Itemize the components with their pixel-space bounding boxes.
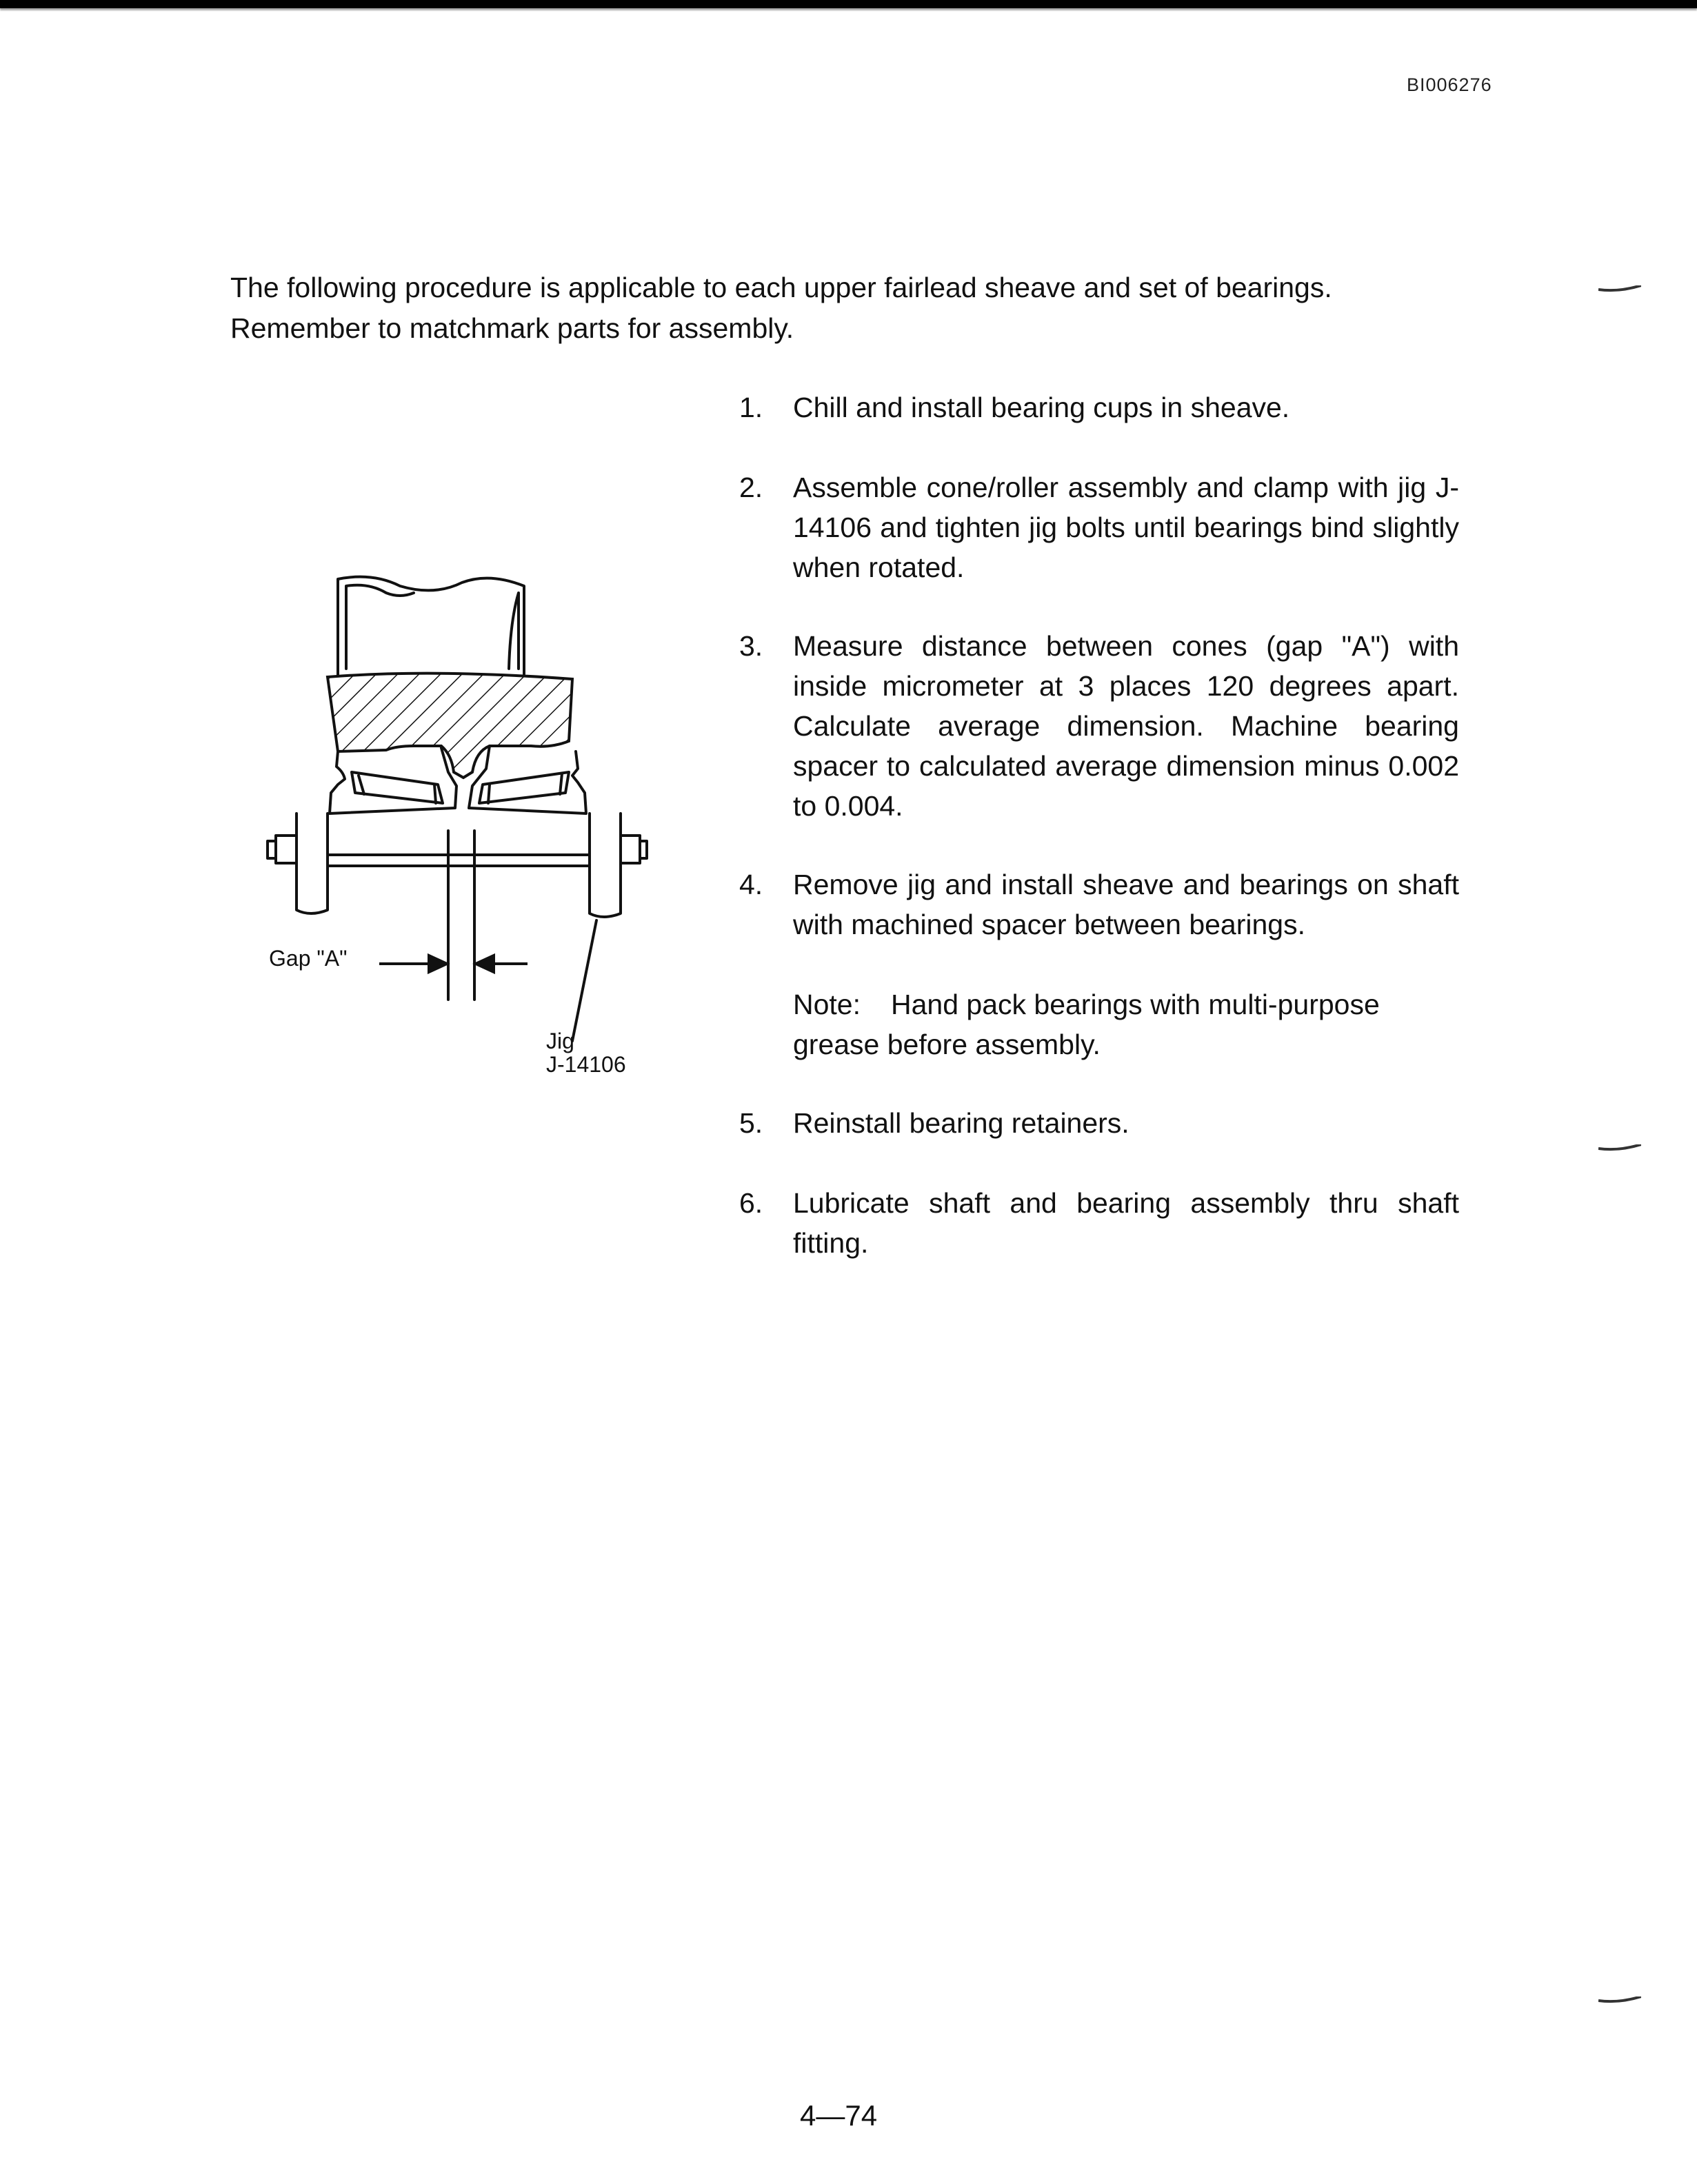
step-number: 6.	[739, 1187, 763, 1219]
step-2	[739, 467, 1459, 587]
step-6	[739, 1183, 1459, 1263]
step-text: Remove jig and install sheave and bearings on shaft with machined spacer between bearings.	[793, 869, 1459, 940]
step-text: Assemble cone/roller assembly and clamp with jig J-14106 and tighten jig bolts until bearings bind slightly when rotated.	[793, 472, 1459, 583]
bearing-jig-diagram	[248, 565, 648, 1103]
step-5	[739, 1103, 1459, 1143]
step-number: 1.	[739, 392, 763, 423]
note-block	[793, 984, 1459, 1064]
jig-part-number-label: J-14106	[546, 1052, 626, 1077]
step-number: 2.	[739, 472, 763, 503]
gap-a-label: Gap "A"	[269, 946, 348, 971]
step-number: 4.	[739, 869, 763, 900]
note-label: Note:	[793, 989, 861, 1020]
step-text: Lubricate shaft and bearing assembly thru shaft fitting.	[793, 1187, 1459, 1259]
margin-mark-2	[1598, 1144, 1641, 1151]
jig-label: Jig	[546, 1029, 574, 1053]
margin-mark-3	[1598, 1996, 1641, 2003]
step-4	[739, 865, 1459, 944]
note-text: Hand pack bearings with multi-purpose grease before assembly.	[793, 989, 1380, 1060]
top-border-rule	[0, 0, 1697, 8]
step-text: Chill and install bearing cups in sheave.	[793, 392, 1290, 423]
document-id: BI006276	[1407, 74, 1492, 95]
margin-mark-1	[1598, 285, 1641, 292]
intro-line-1: The following procedure is applicable to each upper fairlead sheave and set of bearings.	[230, 272, 1332, 303]
step-text: Measure distance between cones (gap "A") with inside micrometer at 3 places 120 degrees apart. Calculate average dimension. Machine bearing spacer to calculated average dimension minus 0.002 to 0.004.	[793, 630, 1459, 822]
step-text: Reinstall bearing retainers.	[793, 1107, 1129, 1139]
step-3	[739, 626, 1459, 826]
intro-paragraph	[230, 267, 1458, 349]
intro-line-2: Remember to matchmark parts for assembly.	[230, 312, 794, 344]
step-number: 5.	[739, 1107, 763, 1139]
page-number: 4—74	[800, 2099, 878, 2132]
step-1	[739, 387, 1459, 427]
step-number: 3.	[739, 630, 763, 662]
bearing-jig-drawing	[248, 565, 648, 1103]
